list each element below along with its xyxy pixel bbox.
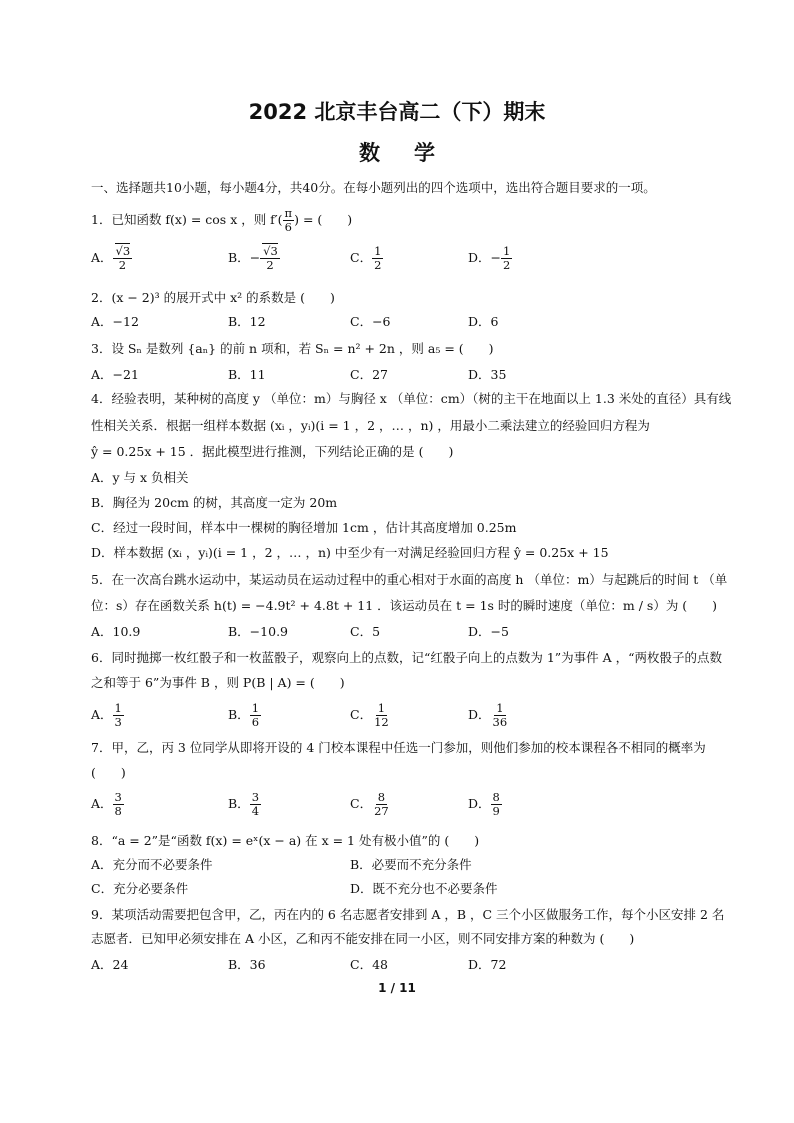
question-4-line-2: 性相关关系．根据一组样本数据 (xᵢ ，yᵢ)(i = 1 ，2 ，… ，n) ，用最小二乘法建立的经验回归方程为: [91, 418, 650, 433]
question-1-option-c: C． $\frac{1}{2}$: [350, 244, 382, 272]
page-title: 2022 北京丰台高二（下）期末: [248, 100, 546, 124]
question-1-option-d: D．− $\frac{1}{2}$: [468, 244, 511, 272]
question-9-option-b: B．36: [228, 957, 266, 972]
question-4-option-a: A．y 与 x 负相关: [91, 470, 189, 485]
question-7-option-b: B． $\frac{3}{4}$: [228, 790, 260, 818]
question-8-option-c: C．充分必要条件: [91, 881, 189, 896]
question-8-option-a: A．充分而不必要条件: [91, 857, 213, 872]
question-5-line-2: 位：s）存在函数关系 h(t) = −4.9t² + 4.8t + 11 ．该运动员在 t = 1s 时的瞬时速度（单位：m / s）为 ( ): [91, 598, 718, 613]
question-8-option-d: D．既不充分也不必要条件: [350, 881, 498, 896]
question-6-option-d: D． $\frac{1}{36}$: [468, 701, 508, 729]
question-1-option-b: B．− $\frac{√3}{2}$: [228, 244, 278, 272]
question-6-option-b: B． $\frac{1}{6}$: [228, 701, 260, 729]
question-9-line-1: 9．某项活动需要把包含甲，乙，丙在内的 6 名志愿者安排到 A ，B ，C 三个小区做服务工作，每个小区安排 2 名: [91, 907, 725, 922]
question-2-stem: 2．(x − 2)³ 的展开式中 x² 的系数是 ( ): [91, 290, 335, 305]
question-7-option-d: D． $\frac{8}{9}$: [468, 790, 500, 818]
question-5-option-d: D．−5: [468, 624, 509, 639]
question-5-line-1: 5．在一次高台跳水运动中，某运动员在运动过程中的重心相对于水面的高度 h （单位：m）与起跳后的时间 t （单: [91, 572, 728, 587]
question-1-stem: 1．已知函数 f(x) = cos x ，则 f′( $\frac{\pi}{6}$ ) = ( ): [91, 206, 353, 234]
question-3-option-a: A．−21: [91, 367, 139, 382]
question-5-option-c: C．5: [350, 624, 381, 639]
question-9-option-d: D．72: [468, 957, 507, 972]
subject-title: 数学: [359, 141, 469, 165]
page-number: 1 / 11: [378, 981, 416, 995]
question-6-option-a: A． $\frac{1}{3}$: [91, 701, 122, 729]
question-8-stem: 8．“a = 2”是“函数 f(x) = eˣ(x − a) 在 x = 1 处有极小值”的 ( ): [91, 833, 480, 848]
question-4-option-c: C．经过一段时间，样本中一棵树的胸径增加 1cm ，估计其高度增加 0.25m: [91, 520, 517, 535]
question-1-option-a: A． $\frac{√3}{2}$: [91, 244, 131, 272]
question-3-option-b: B．11: [228, 367, 266, 382]
question-4-option-d: D．样本数据 (xᵢ ，yᵢ)(i = 1 ，2 ，… ，n) 中至少有一对满足经验回归方程 ŷ = 0.25x + 15: [91, 545, 609, 560]
question-6-line-1: 6．同时抛掷一枚红骰子和一枚蓝骰子，观察向上的点数，记“红骰子向上的点数为 1”为事件 A ，“两枚骰子的点数: [91, 650, 723, 665]
question-9-option-c: C．48: [350, 957, 388, 972]
section-intro: 一、选择题共10小题，每小题4分，共40分。在每小题列出的四个选项中，选出符合题目要求的一项。: [91, 180, 656, 195]
question-7-option-a: A． $\frac{3}{8}$: [91, 790, 122, 818]
question-2-option-d: D．6: [468, 314, 499, 329]
question-4-option-b: B．胸径为 20cm 的树，其高度一定为 20m: [91, 495, 338, 510]
question-5-option-b: B．−10.9: [228, 624, 288, 639]
question-2-option-a: A．−12: [91, 314, 139, 329]
question-4-line-3: ŷ = 0.25x + 15 ．据此模型进行推测，下列结论正确的是 ( ): [91, 444, 454, 459]
question-7-line-1: 7．甲，乙，丙 3 位同学从即将开设的 4 门校本课程中任选一门参加，则他们参加的校本课程各不相同的概率为: [91, 740, 706, 755]
question-7-option-c: C． $\frac{8}{27}$: [350, 790, 389, 818]
question-6-option-c: C． $\frac{1}{12}$: [350, 701, 389, 729]
question-3-option-c: C．27: [350, 367, 388, 382]
question-4-line-1: 4．经验表明，某种树的高度 y （单位：m）与胸径 x （单位：cm）（树的主干在地面以上 1.3 米处的直径）具有线: [91, 391, 732, 406]
question-9-option-a: A．24: [91, 957, 129, 972]
question-8-option-b: B．必要而不充分条件: [350, 857, 472, 872]
question-3-stem: 3．设 Sₙ 是数列 {aₙ} 的前 n 项和，若 Sₙ = n² + 2n ，则 a₅ = ( ): [91, 341, 494, 356]
question-3-option-d: D．35: [468, 367, 507, 382]
question-2-option-b: B．12: [228, 314, 266, 329]
question-6-line-2: 之和等于 6”为事件 B ，则 P(B | A) = ( ): [91, 675, 345, 690]
question-5-option-a: A．10.9: [91, 624, 141, 639]
question-9-line-2: 志愿者．已知甲必须安排在 A 小区，乙和丙不能安排在同一小区，则不同安排方案的种数为 ( ): [91, 931, 635, 946]
question-7-line-2: ( ): [91, 765, 126, 780]
question-2-option-c: C．−6: [350, 314, 391, 329]
question-1-fraction: $\frac{\pi}{6}$: [284, 206, 293, 234]
